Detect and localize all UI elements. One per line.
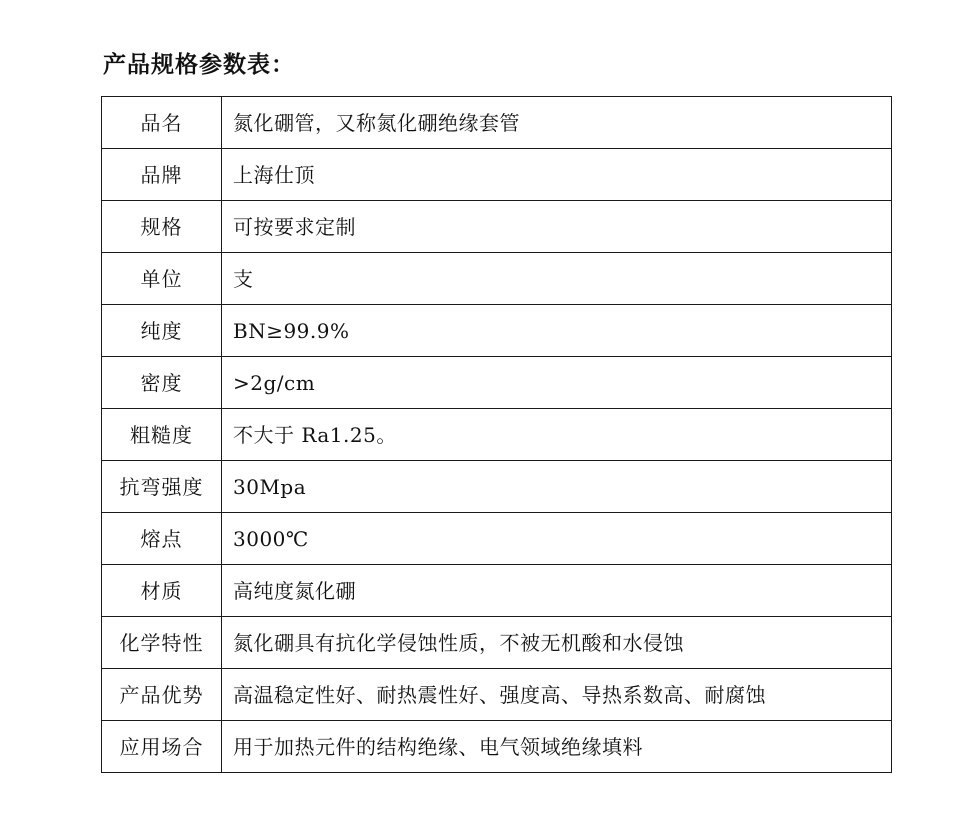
row-value: 氮化硼具有抗化学侵蚀性质，不被无机酸和水侵蚀 xyxy=(222,617,892,669)
row-label: 规格 xyxy=(102,201,222,253)
row-value: BN≥99.9% xyxy=(222,305,892,357)
row-label: 应用场合 xyxy=(102,721,222,773)
row-value: 用于加热元件的结构绝缘、电气领域绝缘填料 xyxy=(222,721,892,773)
row-label: 熔点 xyxy=(102,513,222,565)
row-value: 30Mpa xyxy=(222,461,892,513)
row-label: 纯度 xyxy=(102,305,222,357)
row-value: 不大于 Ra1.25。 xyxy=(222,409,892,461)
table-row-brand xyxy=(102,149,892,201)
row-label: 化学特性 xyxy=(102,617,222,669)
row-value: 高纯度氮化硼 xyxy=(222,565,892,617)
table-row-roughness xyxy=(102,409,892,461)
row-value: 3000℃ xyxy=(222,513,892,565)
row-value: 氮化硼管，又称氮化硼绝缘套管 xyxy=(222,97,892,149)
table-row-material xyxy=(102,565,892,617)
row-label: 单位 xyxy=(102,253,222,305)
row-label: 品名 xyxy=(102,97,222,149)
row-label: 抗弯强度 xyxy=(102,461,222,513)
spec-table xyxy=(101,96,892,773)
row-label: 材质 xyxy=(102,565,222,617)
table-row-density xyxy=(102,357,892,409)
table-row-advantages xyxy=(102,669,892,721)
table-row-flexural-strength xyxy=(102,461,892,513)
table-row-spec xyxy=(102,201,892,253)
row-value: 支 xyxy=(222,253,892,305)
row-label: 粗糙度 xyxy=(102,409,222,461)
table-row-unit xyxy=(102,253,892,305)
table-row-melting-point xyxy=(102,513,892,565)
row-value: 可按要求定制 xyxy=(222,201,892,253)
table-row-name xyxy=(102,97,892,149)
table-row-chemical-property xyxy=(102,617,892,669)
row-value: 上海仕顶 xyxy=(222,149,892,201)
table-row-applications xyxy=(102,721,892,773)
page-title: 产品规格参数表： xyxy=(103,52,295,78)
table-row-purity xyxy=(102,305,892,357)
row-label: 密度 xyxy=(102,357,222,409)
row-label: 品牌 xyxy=(102,149,222,201)
row-label: 产品优势 xyxy=(102,669,222,721)
row-value: 高温稳定性好、耐热震性好、强度高、导热系数高、耐腐蚀 xyxy=(222,669,892,721)
row-value: >2g/cm xyxy=(222,357,892,409)
